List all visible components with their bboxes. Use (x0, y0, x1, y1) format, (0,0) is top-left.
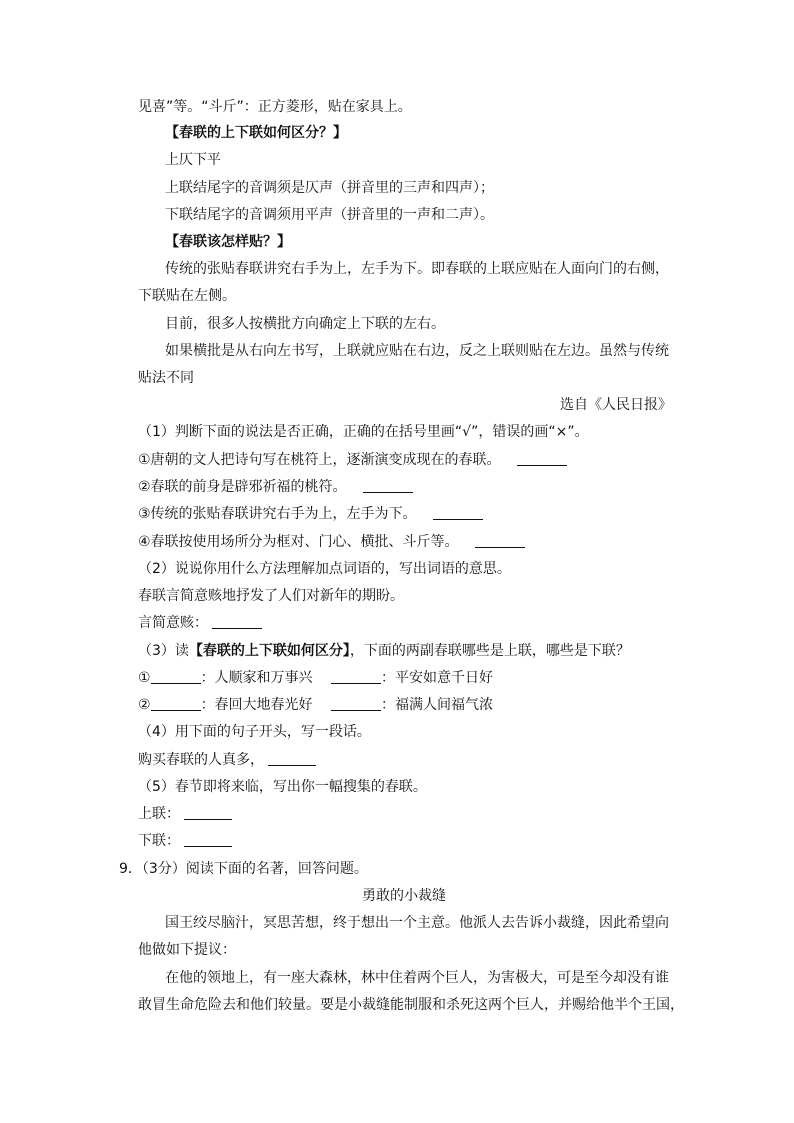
couplet-text: ：春回大地春光好 (200, 697, 313, 713)
answer-blank[interactable] (184, 832, 232, 847)
text-line: 传统的张贴春联讲究右手为上，左手为下。即春联的上联应贴在人面向门的右侧， (165, 261, 669, 277)
answer-blank[interactable] (363, 478, 413, 493)
text-line: 敢冒生命危险去和他们较量。要是小裁缝能制服和杀死这两个巨人，并赐给他半个王国， (138, 997, 684, 1013)
couplet-row (138, 669, 493, 687)
text-line: 上仄下平 (165, 152, 221, 168)
question-text: ①唐朝的文人把诗句写在桃符上，逐渐演变成现在的春联。 (138, 452, 501, 468)
text-line: 贴法不同 (138, 370, 194, 386)
couplet-text: ：福满人间福气浓 (381, 697, 494, 713)
answer-blank[interactable] (331, 669, 381, 684)
couplet-text: ：人顺家和万事兴 (200, 670, 313, 686)
question-sentence: 春联言简意赅地抒发了人们对新年的期盼。 (138, 588, 404, 604)
question-item (138, 614, 262, 632)
question-text-bold: 【春联的上下联如何区分】 (188, 643, 350, 659)
question-1: （1）判断下面的说法是否正确，正确的在括号里画“√”，错误的画“×”。 (138, 424, 589, 440)
section-heading: 【春联的上下联如何区分？】 (165, 125, 347, 141)
answer-blank[interactable] (433, 505, 483, 520)
item-number: ② (138, 697, 151, 713)
section-heading: 【春联该怎样贴？】 (165, 234, 291, 250)
question-item (138, 505, 483, 523)
answer-blank[interactable] (184, 805, 232, 820)
question-text: ③传统的张贴春联讲究右手为上，左手为下。 (138, 506, 417, 522)
question-4: （4）用下面的句子开头，写一段话。 (138, 724, 371, 740)
answer-blank[interactable] (475, 533, 525, 548)
text-line: 目前，很多人按横批方向确定上下联的左右。 (165, 316, 445, 332)
text-line: 在他的领地上，有一座大森林，林中住着两个巨人，为害极大，可是至今却没有谁 (165, 970, 669, 986)
section-9-heading: 9．（3分）阅读下面的名著，回答问题。 (119, 861, 368, 877)
question-item (138, 478, 413, 496)
question-2: （2）说说你用什么方法理解加点词语的，写出词语的意思。 (138, 561, 511, 577)
text-line: 如果横批是从右向左书写，上联就应贴在右边，反之上联则贴在左边。虽然与传统 (165, 343, 669, 359)
question-text: ④春联按使用场所分为框对、门心、横批、斗斤等。 (138, 534, 459, 550)
answer-blank[interactable] (268, 751, 316, 766)
item-number: ① (138, 670, 151, 686)
question-text: 购买春联的人真多， (138, 752, 264, 768)
source-citation: 选自《人民日报》 (560, 397, 672, 413)
question-item (138, 805, 232, 823)
answer-blank[interactable] (151, 669, 201, 684)
question-text: 下联： (138, 833, 180, 849)
text-line: 下联结尾字的音调须用平声（拼音里的一声和二声）。 (165, 207, 494, 223)
question-item (138, 451, 567, 469)
question-item (138, 751, 316, 769)
question-text: ②春联的前身是辟邪祈福的桃符。 (138, 479, 347, 495)
text-line: 见喜”等。“斗斤”：正方菱形，贴在家具上。 (138, 99, 412, 115)
question-3 (138, 642, 630, 660)
text-line: 国王绞尽脑汁，冥思苦想，终于想出一个主意。他派人去告诉小裁缝，因此希望向 (165, 915, 669, 931)
couplet-text: ：平安如意千日好 (381, 670, 494, 686)
text-line: 上联结尾字的音调须是仄声（拼音里的三声和四声）； (165, 180, 494, 196)
answer-blank[interactable] (151, 696, 201, 711)
answer-blank[interactable] (517, 451, 567, 466)
answer-blank[interactable] (212, 614, 262, 629)
question-text: 言简意赅： (138, 615, 208, 631)
couplet-row (138, 696, 493, 714)
question-item (138, 533, 525, 551)
text-line: 他做如下提议： (138, 942, 236, 958)
question-5: （5）春节即将来临，写出你一幅搜集的春联。 (138, 779, 427, 795)
text-line: 下联贴在左侧。 (138, 288, 236, 304)
question-item (138, 832, 232, 850)
story-title: 勇敢的小裁缝 (362, 888, 446, 904)
question-text: 上联： (138, 806, 180, 822)
question-text: ，下面的两副春联哪些是上联，哪些是下联？ (349, 643, 630, 659)
answer-blank[interactable] (331, 696, 381, 711)
question-text: （3）读 (138, 643, 189, 659)
